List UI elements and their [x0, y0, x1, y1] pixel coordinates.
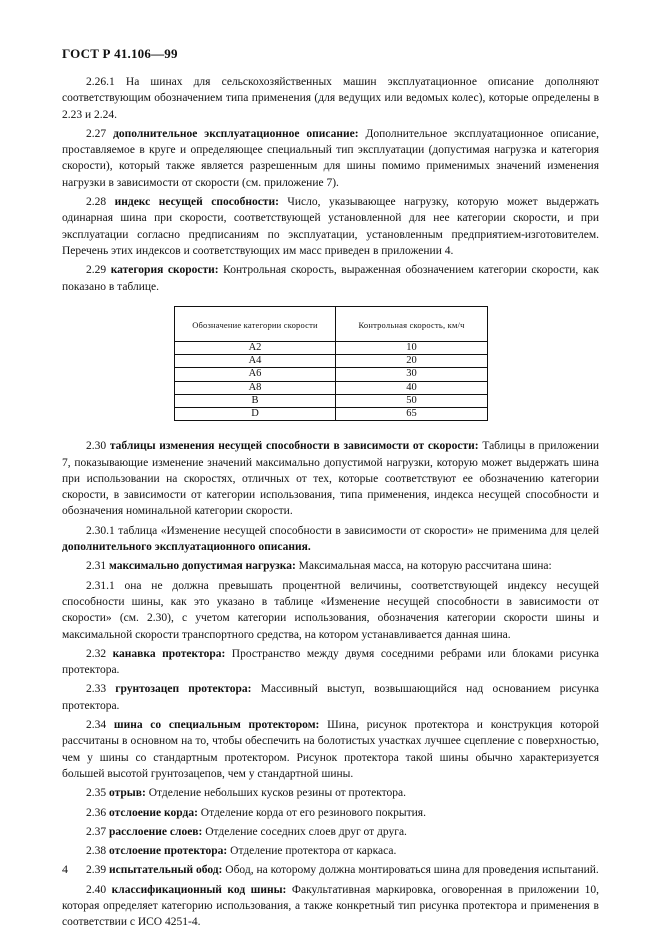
- clause-term: грунтозацеп протектора:: [115, 683, 252, 696]
- clause-paragraph: [62, 785, 599, 801]
- table-cell-category: B: [175, 394, 336, 407]
- clause-term: канавка протектора:: [112, 647, 226, 660]
- clause-paragraph: [62, 646, 599, 679]
- clause-number: 2.29: [86, 264, 107, 277]
- page-number: 4: [62, 862, 68, 876]
- clause-number: 2.31.1: [86, 579, 115, 592]
- table-row: [175, 381, 488, 394]
- table-cell-speed: 65: [336, 408, 488, 421]
- table-row: [175, 394, 488, 407]
- clause-text: Отделение корда от его резинового покрытия.: [200, 806, 426, 819]
- clause-number: 2.26.1: [86, 76, 115, 88]
- clause-term: индекс несущей способности:: [114, 196, 279, 209]
- table-cell-category: A8: [175, 381, 336, 394]
- clause-term: дополнительное эксплуатационное описание:: [113, 127, 359, 140]
- clause-number: 2.34: [86, 719, 107, 732]
- clause-text: Факультативная маркировка, оговоренная в приложении 10, которая определяет категорию использования, а также конкретный тип рисунка протектора и применения в соответствии с ИСО 4251-4.: [62, 883, 600, 929]
- clause-term: максимально допустимая нагрузка:: [109, 560, 296, 573]
- clause-number: 2.40: [86, 883, 107, 896]
- clause-term: отслоение протектора:: [109, 845, 228, 858]
- table-cell-speed: 40: [336, 381, 488, 394]
- clause-text: Контрольная скорость, выраженная обозначением категории скорости, как показано в таблице.: [62, 264, 600, 293]
- clause-text: Пространство между двумя соседними ребрами или блоками рисунка протектора.: [62, 647, 599, 677]
- table-cell-category: A6: [175, 368, 336, 381]
- table-header-speed: Контрольная скорость, км/ч: [336, 306, 488, 341]
- clause-text: На шинах для сельскохозяйственных машин эксплуатационное описание дополняют соответствующим обозначением типа применения (для ведущих или ведомых колес), которые определены в 2.23 и 2.24.: [62, 76, 600, 121]
- clause-number: 2.27: [86, 127, 107, 140]
- table-row: [175, 368, 488, 381]
- clause-term: таблицы изменения несущей способности в зависимости от скорости:: [109, 440, 479, 453]
- page-header: ГОСТ Р 41.106—99: [62, 46, 178, 61]
- clause-number: 2.31: [86, 560, 107, 573]
- clause-term: отрыв:: [109, 787, 146, 800]
- clause-paragraph: [62, 126, 599, 191]
- table-cell-category: D: [175, 408, 336, 421]
- clause-text: Число, указывающее нагрузку, которую может выдержать одинарная шина при скорости, соответствующей установленной для нее категории скорости, и при эксплуатации согласно предписаниям по эксплуатации, установленным предприятием-изготовителем. Перечень этих индексов и соответствующих им масс приведен в приложении 4.: [62, 196, 600, 257]
- clause-number: 2.35: [86, 787, 107, 800]
- clause-text: Шина, рисунок протектора и конструкция которой рассчитаны в основном на то, чтобы обеспечить на болотистых участках лучшее сцепление с поверхностью, чем у шины со стандартным протектором. Рисунок протектора такой шины обычно характеризуется большей высотой грунтозацепов, чем у стандартной шины.: [62, 719, 600, 780]
- clause-paragraph: [62, 862, 599, 878]
- clause-paragraph: [62, 681, 599, 714]
- table-cell-category: A2: [175, 342, 336, 355]
- clause-term: классификационный код шины:: [111, 883, 287, 896]
- clause-text: она не должна превышать процентной величины, соответствующей индексу несущей способности шины, как это указано в таблице «Изменение несущей способности в зависимости от скорости» (см. 2.30), с учетом категории использования, обозначения категории скорости шины и максимальной скорости транспортного средства, на котором устанавливается данная шина.: [62, 579, 600, 641]
- clause-text: Дополнительное эксплуатационное описание, проставляемое в круге и определяющее специальный тип эксплуатации (допустимая нагрузка и категория скорости), который также является разрешенным для шины помимо применимых значений изменения нагрузки в зависимости от скорости (см. приложение 7).: [62, 127, 600, 189]
- clause-text: таблица «Изменение несущей способности в зависимости от скорости» не применима для целей: [118, 524, 600, 537]
- clause-paragraph: [62, 843, 599, 859]
- clause-paragraph: [62, 717, 599, 782]
- clause-text: Таблицы в приложении 7, показывающие изменение значений максимально допустимой нагрузки, которую может выдержать шина при использовании на скоростях, отличных от тех, которые соответствуют ее обозначению категории скорости, в зависимости от категории использования, типа применения, индекса несущей способности и обозначения номинальной категории скорости.: [62, 440, 600, 518]
- clause-paragraph: [62, 824, 599, 840]
- clause-text: Обод, на которому должна монтироваться шина для проведения испытаний.: [225, 864, 599, 877]
- clause-paragraph: [62, 805, 599, 821]
- table-cell-speed: 30: [336, 368, 488, 381]
- clause-paragraph: [62, 262, 599, 295]
- clauses-before-table: [62, 74, 599, 295]
- clause-paragraph: [62, 438, 599, 519]
- table-header-row: [175, 306, 488, 341]
- clause-text: Массивный выступ, возвышающийся над основанием рисунка протектора.: [62, 683, 600, 712]
- table-cell-speed: 20: [336, 355, 488, 368]
- clause-paragraph: [62, 558, 599, 574]
- clause-text: Отделение соседних слоев друг от друга.: [205, 825, 407, 838]
- document-body: [62, 74, 599, 934]
- clauses-after-table: [62, 438, 599, 930]
- clause-paragraph: [62, 578, 599, 643]
- clause-text: Отделение небольших кусков резины от протектора.: [148, 787, 406, 800]
- clause-number: 2.28: [86, 196, 107, 209]
- clause-number: 2.37: [86, 825, 107, 838]
- table-row: [175, 355, 488, 368]
- clause-term: дополнительного эксплуатационного описания.: [62, 541, 311, 554]
- clause-paragraph: [62, 74, 599, 123]
- clause-number: 2.32: [86, 647, 107, 660]
- clause-number: 2.30.1: [86, 524, 115, 537]
- clause-term: отслоение корда:: [109, 806, 198, 819]
- table-cell-category: A4: [175, 355, 336, 368]
- table-cell-speed: 10: [336, 342, 488, 355]
- clause-text: Максимальная масса, на которую рассчитана шина:: [298, 560, 552, 573]
- clause-paragraph: [62, 194, 599, 259]
- clause-number: 2.33: [86, 683, 107, 696]
- clause-number: 2.38: [86, 845, 107, 858]
- clause-term: шина со специальным протектором:: [113, 719, 320, 732]
- table-header-category: Обозначение категории скорости: [175, 306, 336, 341]
- clause-term: испытательный обод:: [109, 864, 223, 877]
- table-row: [175, 408, 488, 421]
- clause-number: 2.39: [86, 864, 107, 877]
- clause-number: 2.30: [86, 440, 107, 453]
- speed-category-table: [174, 306, 488, 421]
- clause-paragraph: [62, 882, 599, 931]
- clause-number: 2.36: [86, 806, 107, 819]
- speed-category-table-wrapper: [174, 306, 599, 421]
- clause-term: расслоение слоев:: [109, 825, 203, 838]
- clause-term: категория скорости:: [110, 264, 219, 277]
- table-cell-speed: 50: [336, 394, 488, 407]
- table-row: [175, 342, 488, 355]
- clause-text: Отделение протектора от каркаса.: [230, 845, 397, 858]
- clause-paragraph: [62, 523, 599, 556]
